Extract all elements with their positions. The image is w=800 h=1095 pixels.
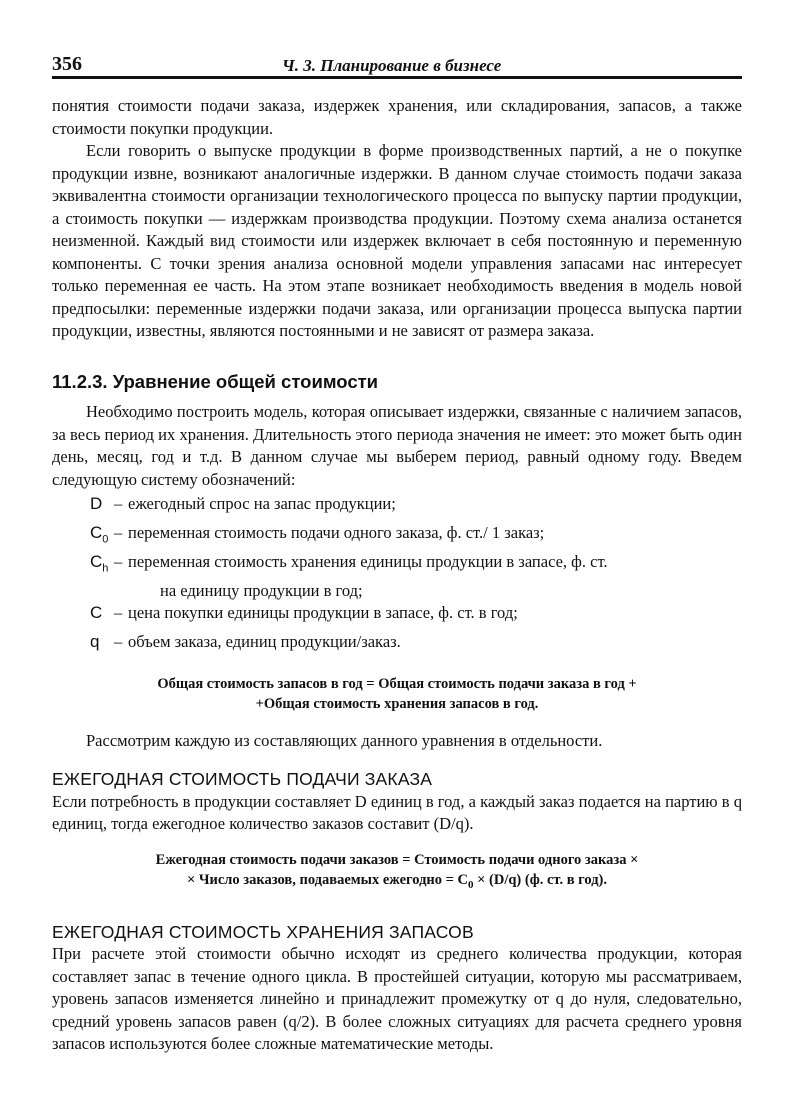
page-body [52,95,742,1056]
notation-item: C – цена покупки единицы продукции в запасе, ф. ст. в год; [90,602,742,631]
running-title: Ч. 3. Планирование в бизнесе [282,56,502,75]
notation-item-continuation [90,580,742,603]
subheading-order-cost: ЕЖЕГОДНАЯ СТОИМОСТЬ ПОДАЧИ ЗАКАЗА [52,769,433,790]
subheading-holding-cost: ЕЖЕГОДНАЯ СТОИМОСТЬ ХРАНЕНИЯ ЗАПАСОВ [52,921,474,942]
notation-text: объем заказа, единиц продукции/заказ. [128,632,401,652]
formula-line: × Число заказов, подаваемых ежегодно = $C_0 \times (D/q)$ (ф. ст. в год). [186,871,608,891]
notation-symbol: C [90,603,103,623]
notation-text: ежегодный спрос на запас продукции; [128,494,396,513]
notation-list [90,493,742,660]
paragraph-order-count: Если потребность в продукции составляет D единиц в год, а каждый заказ подается на партию в q единиц, тогда ежегодное количество заказов составит (D/q). [52,791,742,834]
notation-symbol: q [90,632,100,652]
notation-symbol: $C_0$ [90,522,109,546]
notation-item: $C_h$ – переменная стоимость хранения единицы продукции в запасе, ф. ст. [90,551,742,580]
notation-item: q – объем заказа, единиц продукции/заказ. [90,631,742,660]
page-header [52,52,742,79]
paragraph-average-stock: При расчете этой стоимости обычно исходят из среднего количества продукции, которая составляет запас в течение одного цикла. В простейшей ситуации, которую мы рассматриваем, уровень запасов изменяется линейно и принадлежит промежутку от q до нуля, следовательно, средний уровень запасов равен (q/2). В более сложных ситуациях для расчета среднего уровня запасов используются более сложные математические методы. [52,944,742,1054]
formula-line: +Общая стоимость хранения запасов в год. [255,695,539,712]
paragraph-continuation: понятия стоимости подачи заказа, издержек хранения, или складирования, запасов, а также стоимости покупки продукции. [52,96,742,138]
notation-text: переменная стоимость хранения единицы продукции в запасе, ф. ст. [128,551,608,571]
paragraph-model-intro: Необходимо построить модель, которая описывает издержки, связанные с наличием запасов, за весь период их хранения. Длительность этого периода значения не имеет: это может быть один день, месяц, год и т.д. В данном случае мы выберем период, равный одному году. Введем следующую систему обозначений: [52,402,742,489]
notation-item: $C_0$ – переменная стоимость подачи одного заказа, ф. ст./ 1 заказ; [90,522,742,551]
paragraph-components: Рассмотрим каждую из составляющих данного уравнения в отдельности. [86,730,603,750]
notation-text: цена покупки единицы продукции в запасе, ф. ст. в год; [128,603,518,623]
notation-item: D – ежегодный спрос на запас продукции; [90,493,742,522]
formula-line: Ежегодная стоимость подачи заказов = Стоимость подачи одного заказа × [155,851,639,868]
formula-line: Общая стоимость запасов в год = Общая стоимость подачи заказа в год + [157,675,637,692]
page-number: 356 [52,53,82,75]
notation-text: переменная стоимость подачи одного заказа, ф. ст./ 1 заказ; [128,522,545,542]
book-page [52,52,742,1056]
total-cost-formula [52,674,742,714]
notation-text: на единицу продукции в год; [160,580,363,600]
section-heading: 11.2.3. Уравнение общей стоимости [52,370,379,392]
notation-symbol: D [90,494,103,513]
order-cost-formula [52,850,742,895]
notation-symbol: $C_h$ [90,551,109,575]
paragraph-production-batches: Если говорить о выпуске продукции в форме производственных партий, а не о покупке продукции извне, возникают аналогичные издержки. В данном случае стоимость подачи заказа эквивалентна стоимости организации технологического процесса по выпуску партии продукции, а стоимость покупки — издержкам производства продукции. Поэтому схема анализа останется неизменной. Каждый вид стоимости или издержек включает в себя постоянную и переменную компоненты. С точки зрения анализа основной модели управления запасами нас интересует только переменная ее часть. На этом этапе возникает необходимость введения в модель новой предпосылки: переменные издержки подачи заказа, или организации процесса выпуска партии продукции, известны, являются постоянными и не зависят от размера заказа. [52,141,742,340]
